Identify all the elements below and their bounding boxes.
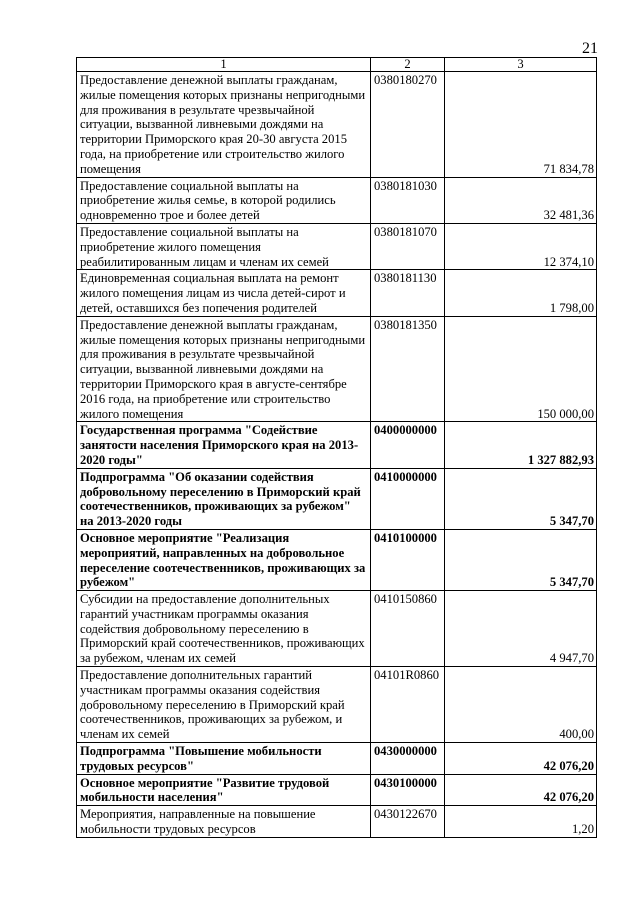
row-code: 0380181030 xyxy=(371,177,445,223)
row-amount: 400,00 xyxy=(445,667,597,743)
table-row xyxy=(77,72,597,178)
row-code: 0400000000 xyxy=(371,422,445,468)
page-number: 21 xyxy=(582,40,598,57)
row-amount: 12 374,10 xyxy=(445,223,597,269)
row-name: Подпрограмма "Об оказании содействия добровольному переселению в Приморский край соотечественников, проживающих за рубежом" на 2013-2020 годы xyxy=(77,468,371,529)
row-name: Мероприятия, направленные на повышение мобильности трудовых ресурсов xyxy=(77,806,371,838)
table-row xyxy=(77,774,597,806)
row-name: Основное мероприятие "Реализация мероприятий, направленных на добровольное переселение соотечественников, проживающих за рубежом" xyxy=(77,529,371,590)
table-row xyxy=(77,591,597,667)
row-amount: 42 076,20 xyxy=(445,774,597,806)
row-code: 0430100000 xyxy=(371,774,445,806)
row-amount: 1 798,00 xyxy=(445,270,597,316)
row-code: 04101R0860 xyxy=(371,667,445,743)
budget-table xyxy=(76,57,597,838)
row-code: 0410100000 xyxy=(371,529,445,590)
row-amount: 150 000,00 xyxy=(445,316,597,422)
row-name: Подпрограмма "Повышение мобильности трудовых ресурсов" xyxy=(77,743,371,775)
row-amount: 1,20 xyxy=(445,806,597,838)
row-amount: 4 947,70 xyxy=(445,591,597,667)
row-name: Предоставление дополнительных гарантий участникам программы оказания содействия добровольному переселению в Приморский край соотечественников, проживающих за рубежом, и членам их семей xyxy=(77,667,371,743)
column-header-amount: 3 xyxy=(445,58,597,72)
row-code: 0380180270 xyxy=(371,72,445,178)
table-row xyxy=(77,422,597,468)
table-row xyxy=(77,667,597,743)
row-name: Предоставление денежной выплаты гражданам, жилые помещения которых признаны непригодными для проживания в результате чрезвычайной ситуации, вызванной ливневыми дождями на территории Приморского края 20-30 августа 2015 года, на приобретение или строительство жилого помещения xyxy=(77,72,371,178)
row-amount: 5 347,70 xyxy=(445,529,597,590)
row-name: Предоставление денежной выплаты гражданам, жилые помещения которых признаны непригодными для проживания в результате чрезвычайной ситуации, вызванной ливневыми дождями на территории Приморского края в августе-сентябре 2016 года, на приобретение или строительство жилого помещения xyxy=(77,316,371,422)
table-row xyxy=(77,177,597,223)
row-name: Государственная программа "Содействие занятости населения Приморского края на 2013-2020 годы" xyxy=(77,422,371,468)
table-row xyxy=(77,529,597,590)
row-code: 0430122670 xyxy=(371,806,445,838)
row-name: Основное мероприятие "Развитие трудовой мобильности населения" xyxy=(77,774,371,806)
table-row xyxy=(77,316,597,422)
row-amount: 1 327 882,93 xyxy=(445,422,597,468)
column-header-name: 1 xyxy=(77,58,371,72)
row-code: 0380181350 xyxy=(371,316,445,422)
column-header-code: 2 xyxy=(371,58,445,72)
table-row xyxy=(77,270,597,316)
table-header-row xyxy=(77,58,597,72)
row-code: 0410000000 xyxy=(371,468,445,529)
row-name: Предоставление социальной выплаты на приобретение жилья семье, в которой родились одновременно трое и более детей xyxy=(77,177,371,223)
row-name: Субсидии на предоставление дополнительных гарантий участникам программы оказания содействия добровольному переселению в Приморский край соотечественников, проживающих за рубежом, членам их семей xyxy=(77,591,371,667)
table-row xyxy=(77,223,597,269)
row-amount: 71 834,78 xyxy=(445,72,597,178)
row-amount: 5 347,70 xyxy=(445,468,597,529)
row-code: 0410150860 xyxy=(371,591,445,667)
row-code: 0430000000 xyxy=(371,743,445,775)
table-row xyxy=(77,806,597,838)
table-row xyxy=(77,743,597,775)
row-name: Единовременная социальная выплата на ремонт жилого помещения лицам из числа детей-сирот и детей, оставшихся без попечения родителей xyxy=(77,270,371,316)
row-amount: 32 481,36 xyxy=(445,177,597,223)
row-code: 0380181070 xyxy=(371,223,445,269)
row-name: Предоставление социальной выплаты на приобретение жилого помещения реабилитированным лицам и членам их семей xyxy=(77,223,371,269)
row-code: 0380181130 xyxy=(371,270,445,316)
table-row xyxy=(77,468,597,529)
row-amount: 42 076,20 xyxy=(445,743,597,775)
